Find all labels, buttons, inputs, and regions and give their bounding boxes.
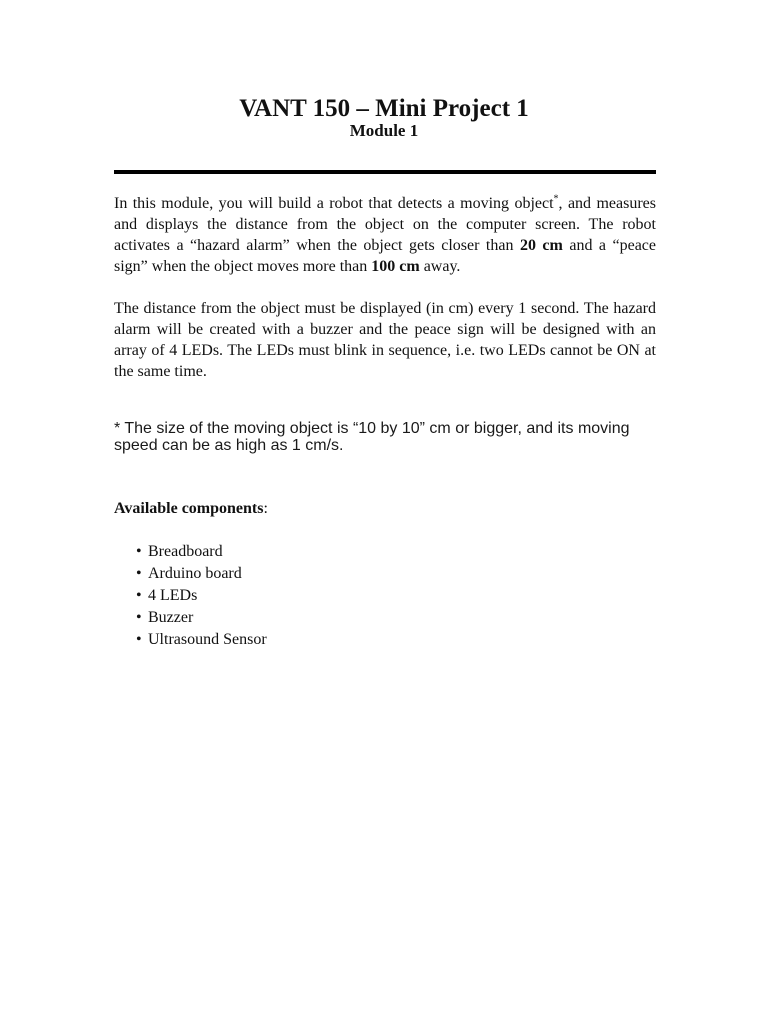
components-heading	[114, 498, 268, 519]
intro-paragraph	[114, 193, 656, 277]
component-label: Ultrasound Sensor	[148, 631, 267, 648]
list-item	[136, 541, 267, 563]
components-list	[136, 541, 267, 651]
list-item	[136, 563, 267, 585]
horizontal-rule	[114, 170, 656, 174]
list-item	[136, 607, 267, 629]
footnote: * The size of the moving object is “10 by 10” cm or bigger, and its moving speed can be as high as 1 cm/s.	[114, 420, 630, 454]
requirements-paragraph: The distance from the object must be displayed (in cm) every 1 second. The hazard alarm will be created with a buzzer and the peace sign will be designed with an array of 4 LEDs. The LEDs must blink in sequence, i.e. two LEDs cannot be ON at the same time.	[114, 300, 656, 380]
bullet-icon: •	[136, 587, 142, 604]
intro-text-1: In this module, you will build a robot that detects a moving object	[114, 195, 554, 212]
bullet-icon: •	[136, 631, 142, 648]
component-label: Arduino board	[148, 565, 242, 582]
document-subtitle: Module 1	[349, 121, 419, 140]
components-heading-label: Available components	[114, 500, 264, 517]
component-label: Breadboard	[148, 543, 223, 560]
intro-text-3: and a “peace sign” when the object moves more than	[114, 237, 657, 275]
list-item	[136, 585, 267, 607]
hazard-distance: 20 cm	[519, 237, 563, 254]
component-label: Buzzer	[148, 609, 194, 626]
intro-text-4: away.	[419, 258, 461, 275]
document-title: VANT 150 – Mini Project 1	[239, 95, 529, 122]
bullet-icon: •	[136, 609, 142, 626]
list-item	[136, 629, 267, 651]
peace-distance: 100 cm	[371, 258, 420, 275]
component-label: 4 LEDs	[148, 587, 198, 604]
bullet-icon: •	[136, 565, 142, 582]
footnote-mark: *	[553, 193, 559, 205]
bullet-icon: •	[136, 543, 142, 560]
components-heading-colon: :	[263, 500, 268, 517]
intro-text-2: , and measures and displays the distance from the object on the computer screen. The robot activates a “hazard alarm” when the object gets closer than	[114, 195, 657, 254]
